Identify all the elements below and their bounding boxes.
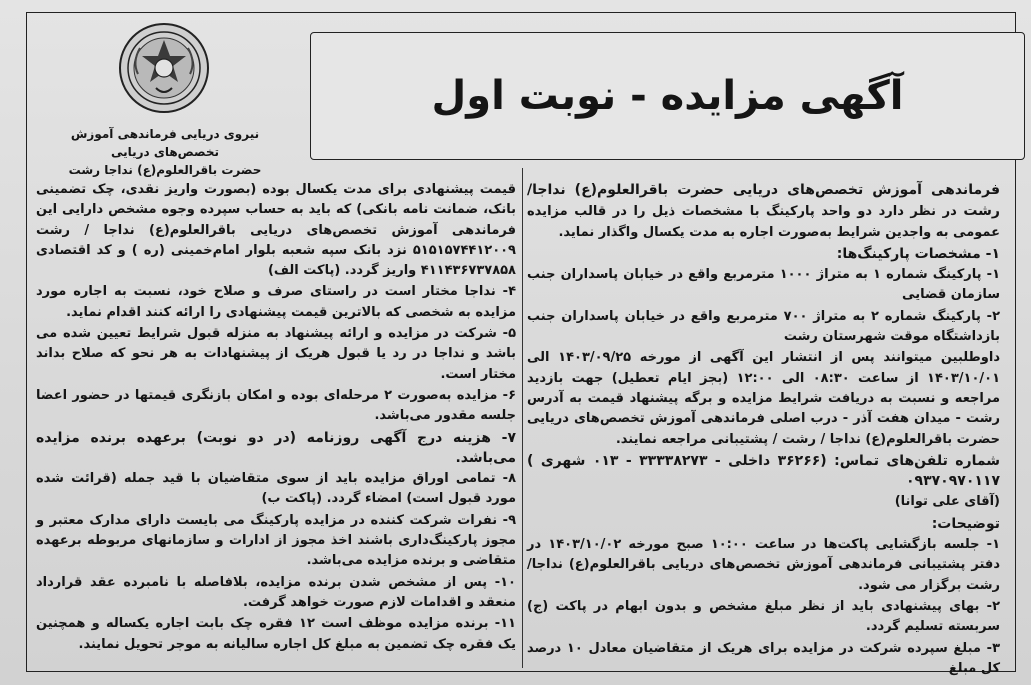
notes-heading: توضیحات: [931,515,1000,532]
right-column [527,180,1000,680]
notice-title: آگهی مزایده - نوبت اول [431,73,904,119]
item-7: ۷- هزینه درج آگهی روزنامه (در دو نوبت) برعهده برنده مزایده می‌باشد. [36,429,516,466]
item-5: ۵- شرکت در مزایده و ارائه پیشنهاد به منزله قبول شرایط تعیین شده می باشد و نداجا در رد یا قبول هریک از پیشنهادات به هر نحو که صلاح بداند مختار است. [36,326,516,382]
item-4: ۴- نداجا مختار است در راستای صرف و صلاح خود، نسبت به اجاره مورد مزایده به شخصی که بالاترین قیمت پیشنهادی را ارائه کنند اقدام نماید. [36,284,516,320]
deposit-continuation: قیمت پیشنهادی برای مدت یکسال بوده (بصورت واریز نقدی، چک تضمینی بانک، ضمانت نامه بانکی) که باید به حساب سپرده وجوه مشخص دارایی این فرماندهی آموزش تخصص‌های دریایی باقرالعلوم(ع) نداجا / رشت ۵۱۵۱۵۷۴۴۱۲۰۰۹ نزد بانک سپه شعبه بلوار امام‌خمینی (ره ) و کد اقتصادی ۴۱۱۴۳۶۷۳۷۸۵۸ واریز گردد. (پاکت الف) [36,182,516,279]
note-3: ۳- مبلغ سپرده شرکت در مزایده برای هریک از متقاضیان معادل ۱۰ درصد کل مبلغ [527,640,1000,676]
organization-caption [40,125,290,179]
intro-rest: در نظر دارد دو واحد پارکینگ با مشخصات ذیل را در قالب مزایده عمومی به واجدین شرایط به‌صورت اجاره به مدت یکسال واگذار نماید. [527,204,1000,240]
parking-1: ۱- پارکینگ شماره ۱ به متراژ ۱۰۰۰ مترمربع واقع در خیابان پاسداران جنب سازمان قضایی [527,267,1000,303]
applicants-paragraph: داوطلبین میتوانند پس از انتشار این آگهی از مورخه ۱۴۰۳/۰۹/۲۵ الی ۱۴۰۳/۱۰/۰۱ از ساعت ۰۸:۳۰ الی ۱۲:۰۰ (بجز ایام تعطیل) جهت بازدید مراجعه و نسبت به دریافت شرایط مزایده و برگه پیشنهاد قیمت به آدرس رشت - میدان هفت آذر - درب اصلی فرماندهی آموزش تخصص‌های دریایی حضرت باقرالعلوم(ع) نداجا / رشت / پشتیبانی مراجعه نمایند. [527,350,1001,447]
title-box [310,32,1025,160]
spec-heading: ۱- مشخصات پارکینگ‌ها: [836,245,1000,262]
left-column [36,180,516,656]
note-1: ۱- جلسه بازگشایی پاکت‌ها در ساعت ۱۰:۰۰ صبح مورخه ۱۴۰۳/۱۰/۰۲ در دفتر پشتیبانی فرماندهی آموزش تخصص‌های دریایی باقرالعلوم(ع) نداجا/ رشت برگزار می شود. [527,537,1000,593]
phones-line [527,451,1000,492]
item-8: ۸- تمامی اوراق مزایده باید از سوی متقاضیان با قید جمله (قرائت شده مورد قبول است) امضاء گردد. (پاکت ب) [36,471,516,507]
note-2: ۲- بهای پیشنهادی باید از نظر مبلغ مشخص و بدون ابهام در پاکت (ج) سربسته تسلیم گردد. [527,598,1000,635]
phones-value: (۳۶۲۶۶ داخلی - ۳۳۳۳۸۲۷۳ - ۰۱۳ شهری ) ۰۹۳۷۰۹۷۰۱۱۷ [527,452,1000,490]
item-6: ۶- مزایده به‌صورت ۲ مرحله‌ای بوده و امکان بازنگری قیمتها در حضور اعضا جلسه مقدور می‌باشد. [36,387,516,424]
org-line-2: حضرت باقرالعلوم(ع) نداجا رشت [68,163,262,177]
intro-paragraph [527,180,1000,243]
item-11: ۱۱- برنده مزایده موظف است ۱۲ فقره چک بابت اجاره یکساله و همچنین یک فقره چک تضمین به مبلغ کل اجاره سالیانه به موجر تحویل نمایند. [36,616,516,652]
intro-bold: فرماندهی آموزش تخصص‌های دریایی حضرت باقرالعلوم(ع) نداجا/ رشت [527,182,1000,220]
navy-emblem-icon [118,22,210,114]
contact-name: (آقای علی توانا) [894,494,1000,510]
item-9: ۹- نفرات شرکت کننده در مزایده پارکینگ می بایست دارای مدارک معتبر و مجوز پارکینگ‌داری باشند اخذ مجوز از ادارات و سازمانهای مربوطه برعهده متقاضی و برنده مزایده می‌باشد. [36,512,516,569]
phones-label: شماره تلفن‌های تماس: [826,452,1000,469]
parking-2: ۲- پارکینگ شماره ۲ به متراژ ۷۰۰ مترمربع واقع در خیابان پاسداران جنب بازداشتگاه موقت شهرستان رشت [527,308,1000,345]
column-divider [522,168,523,668]
item-10: ۱۰- پس از مشخص شدن برنده مزایده، بلافاصله با نامبرده عقد قرارداد منعقد و اقدامات لازم صورت خواهد گرفت. [36,574,516,610]
org-line-1: نیروی دریایی فرماندهی آموزش تخصص‌های دریایی [70,127,260,159]
